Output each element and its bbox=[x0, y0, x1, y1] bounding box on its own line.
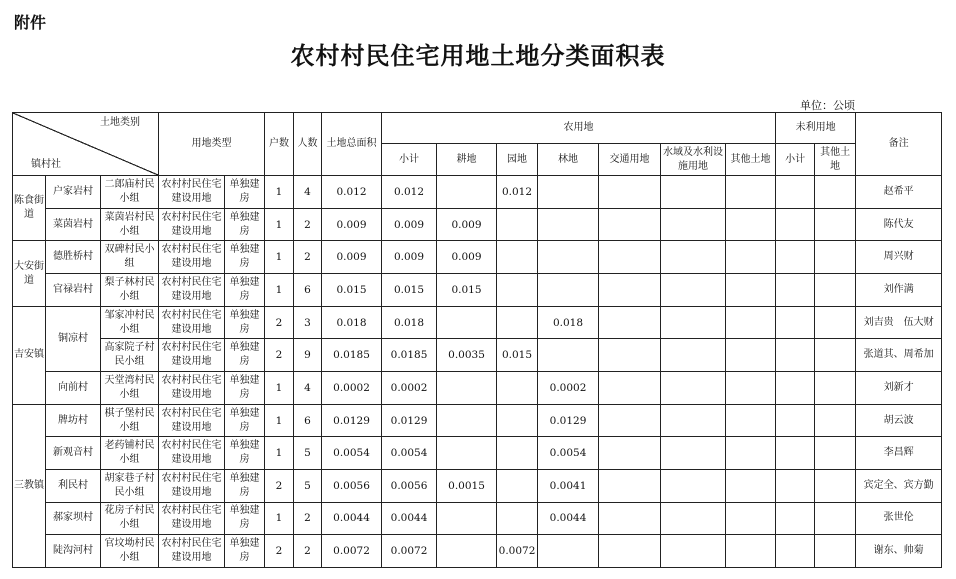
remark-cell: 刘作满 bbox=[856, 274, 942, 307]
build-mode-cell: 单独建房 bbox=[225, 502, 265, 535]
subtotal-cell: 0.012 bbox=[382, 176, 437, 209]
subtotal-cell: 0.0072 bbox=[382, 535, 437, 568]
unused-other-cell bbox=[815, 404, 856, 437]
header-households: 户数 bbox=[265, 113, 294, 176]
population-cell: 2 bbox=[294, 208, 322, 241]
header-water-facility: 水域及水利设施用地 bbox=[661, 144, 726, 176]
forest-cell: 0.0044 bbox=[538, 502, 599, 535]
remark-cell: 周兴财 bbox=[856, 241, 942, 274]
land-use-type-cell: 农村村民住宅建设用地 bbox=[159, 176, 225, 209]
garden-cell: 0.012 bbox=[497, 176, 538, 209]
forest-cell bbox=[538, 274, 599, 307]
unused-subtotal-cell bbox=[776, 208, 815, 241]
build-mode-cell: 单独建房 bbox=[225, 339, 265, 372]
land-use-type-cell: 农村村民住宅建设用地 bbox=[159, 241, 225, 274]
cultivated-cell: 0.009 bbox=[437, 241, 497, 274]
other-land-cell bbox=[726, 208, 776, 241]
village-group-cell: 天堂湾村民小组 bbox=[101, 372, 159, 405]
table-row bbox=[13, 469, 942, 502]
population-cell: 4 bbox=[294, 176, 322, 209]
population-cell: 5 bbox=[294, 469, 322, 502]
subtotal-cell: 0.0044 bbox=[382, 502, 437, 535]
land-area-table bbox=[12, 112, 942, 568]
unused-other-cell bbox=[815, 469, 856, 502]
water-facility-cell bbox=[661, 241, 726, 274]
population-cell: 2 bbox=[294, 502, 322, 535]
village-group-cell: 双碑村民小组 bbox=[101, 241, 159, 274]
remark-cell: 胡云波 bbox=[856, 404, 942, 437]
cultivated-cell bbox=[437, 176, 497, 209]
build-mode-cell: 单独建房 bbox=[225, 176, 265, 209]
table-row bbox=[13, 404, 942, 437]
build-mode-cell: 单独建房 bbox=[225, 306, 265, 339]
village-cell: 官禄岩村 bbox=[46, 274, 101, 307]
forest-cell: 0.0041 bbox=[538, 469, 599, 502]
remark-cell: 刘新才 bbox=[856, 372, 942, 405]
header-cultivated: 耕地 bbox=[437, 144, 497, 176]
total-area-cell: 0.009 bbox=[322, 208, 382, 241]
build-mode-cell: 单独建房 bbox=[225, 437, 265, 470]
village-cell: 牌坊村 bbox=[46, 404, 101, 437]
other-land-cell bbox=[726, 306, 776, 339]
total-area-cell: 0.0044 bbox=[322, 502, 382, 535]
total-area-cell: 0.015 bbox=[322, 274, 382, 307]
header-other-land: 其他土地 bbox=[726, 144, 776, 176]
unused-other-cell bbox=[815, 176, 856, 209]
water-facility-cell bbox=[661, 469, 726, 502]
subtotal-cell: 0.0056 bbox=[382, 469, 437, 502]
cultivated-cell: 0.015 bbox=[437, 274, 497, 307]
population-cell: 6 bbox=[294, 274, 322, 307]
total-area-cell: 0.018 bbox=[322, 306, 382, 339]
garden-cell bbox=[497, 502, 538, 535]
other-land-cell bbox=[726, 404, 776, 437]
total-area-cell: 0.0002 bbox=[322, 372, 382, 405]
land-use-type-cell: 农村村民住宅建设用地 bbox=[159, 339, 225, 372]
total-area-cell: 0.0054 bbox=[322, 437, 382, 470]
total-area-cell: 0.0129 bbox=[322, 404, 382, 437]
table-row bbox=[13, 241, 942, 274]
population-cell: 2 bbox=[294, 241, 322, 274]
build-mode-cell: 单独建房 bbox=[225, 372, 265, 405]
village-cell: 利民村 bbox=[46, 469, 101, 502]
garden-cell bbox=[497, 372, 538, 405]
households-cell: 1 bbox=[265, 241, 294, 274]
other-land-cell bbox=[726, 535, 776, 568]
total-area-cell: 0.0072 bbox=[322, 535, 382, 568]
table-row bbox=[13, 306, 942, 339]
page-title: 农村村民住宅用地土地分类面积表 bbox=[290, 42, 666, 70]
households-cell: 2 bbox=[265, 469, 294, 502]
unused-other-cell bbox=[815, 372, 856, 405]
town-cell: 三教镇 bbox=[13, 404, 46, 567]
header-unused-other: 其他土地 bbox=[815, 144, 856, 176]
garden-cell bbox=[497, 241, 538, 274]
other-land-cell bbox=[726, 372, 776, 405]
village-group-cell: 二郎庙村民小组 bbox=[101, 176, 159, 209]
unused-subtotal-cell bbox=[776, 176, 815, 209]
households-cell: 1 bbox=[265, 372, 294, 405]
transport-cell bbox=[599, 274, 661, 307]
transport-cell bbox=[599, 208, 661, 241]
unused-subtotal-cell bbox=[776, 306, 815, 339]
households-cell: 2 bbox=[265, 306, 294, 339]
households-cell: 1 bbox=[265, 404, 294, 437]
unused-subtotal-cell bbox=[776, 372, 815, 405]
village-group-cell: 棋子堡村民小组 bbox=[101, 404, 159, 437]
subtotal-cell: 0.015 bbox=[382, 274, 437, 307]
total-area-cell: 0.009 bbox=[322, 241, 382, 274]
total-area-cell: 0.0185 bbox=[322, 339, 382, 372]
garden-cell bbox=[497, 208, 538, 241]
village-cell: 德胜桥村 bbox=[46, 241, 101, 274]
village-group-cell: 花房子村民小组 bbox=[101, 502, 159, 535]
cultivated-cell bbox=[437, 502, 497, 535]
table-row bbox=[13, 502, 942, 535]
transport-cell bbox=[599, 502, 661, 535]
subtotal-cell: 0.0054 bbox=[382, 437, 437, 470]
remark-cell: 刘吉贵 伍大财 bbox=[856, 306, 942, 339]
water-facility-cell bbox=[661, 502, 726, 535]
population-cell: 6 bbox=[294, 404, 322, 437]
unused-subtotal-cell bbox=[776, 469, 815, 502]
households-cell: 2 bbox=[265, 535, 294, 568]
cultivated-cell: 0.0035 bbox=[437, 339, 497, 372]
village-group-cell: 高家院子村民小组 bbox=[101, 339, 159, 372]
forest-cell: 0.0002 bbox=[538, 372, 599, 405]
garden-cell: 0.015 bbox=[497, 339, 538, 372]
village-group-cell: 菜茵岩村民小组 bbox=[101, 208, 159, 241]
population-cell: 9 bbox=[294, 339, 322, 372]
subtotal-cell: 0.009 bbox=[382, 241, 437, 274]
town-cell: 大安街道 bbox=[13, 241, 46, 306]
garden-cell: 0.0072 bbox=[497, 535, 538, 568]
table-row bbox=[13, 437, 942, 470]
attachment-label: 附件 bbox=[14, 13, 47, 32]
water-facility-cell bbox=[661, 372, 726, 405]
header-transport: 交通用地 bbox=[599, 144, 661, 176]
unused-other-cell bbox=[815, 208, 856, 241]
transport-cell bbox=[599, 372, 661, 405]
header-forest: 林地 bbox=[538, 144, 599, 176]
forest-cell: 0.0129 bbox=[538, 404, 599, 437]
unused-other-cell bbox=[815, 274, 856, 307]
total-area-cell: 0.012 bbox=[322, 176, 382, 209]
subtotal-cell: 0.018 bbox=[382, 306, 437, 339]
cultivated-cell: 0.009 bbox=[437, 208, 497, 241]
unused-other-cell bbox=[815, 535, 856, 568]
table-row bbox=[13, 274, 942, 307]
table-row bbox=[13, 339, 942, 372]
build-mode-cell: 单独建房 bbox=[225, 241, 265, 274]
header-unused-subtotal: 小计 bbox=[776, 144, 815, 176]
remark-cell: 谢东、帅菊 bbox=[856, 535, 942, 568]
water-facility-cell bbox=[661, 404, 726, 437]
water-facility-cell bbox=[661, 535, 726, 568]
subtotal-cell: 0.0185 bbox=[382, 339, 437, 372]
cultivated-cell bbox=[437, 404, 497, 437]
population-cell: 2 bbox=[294, 535, 322, 568]
land-use-type-cell: 农村村民住宅建设用地 bbox=[159, 502, 225, 535]
forest-cell bbox=[538, 535, 599, 568]
water-facility-cell bbox=[661, 176, 726, 209]
cultivated-cell bbox=[437, 437, 497, 470]
subtotal-cell: 0.0002 bbox=[382, 372, 437, 405]
village-group-cell: 老药铺村民小组 bbox=[101, 437, 159, 470]
other-land-cell bbox=[726, 339, 776, 372]
header-garden: 园地 bbox=[497, 144, 538, 176]
land-use-type-cell: 农村村民住宅建设用地 bbox=[159, 469, 225, 502]
households-cell: 1 bbox=[265, 502, 294, 535]
subtotal-cell: 0.0129 bbox=[382, 404, 437, 437]
unused-other-cell bbox=[815, 306, 856, 339]
households-cell: 2 bbox=[265, 339, 294, 372]
build-mode-cell: 单独建房 bbox=[225, 535, 265, 568]
village-group-cell: 官坟坳村民小组 bbox=[101, 535, 159, 568]
households-cell: 1 bbox=[265, 437, 294, 470]
cultivated-cell: 0.0015 bbox=[437, 469, 497, 502]
water-facility-cell bbox=[661, 437, 726, 470]
other-land-cell bbox=[726, 502, 776, 535]
header-remarks: 备注 bbox=[856, 113, 942, 176]
water-facility-cell bbox=[661, 274, 726, 307]
unused-subtotal-cell bbox=[776, 502, 815, 535]
unused-subtotal-cell bbox=[776, 437, 815, 470]
header-land-category: 土地类别 bbox=[100, 117, 141, 128]
header-town-village: 镇村社 bbox=[31, 159, 61, 171]
unused-other-cell bbox=[815, 437, 856, 470]
land-use-type-cell: 农村村民住宅建设用地 bbox=[159, 306, 225, 339]
remark-cell: 张世伦 bbox=[856, 502, 942, 535]
transport-cell bbox=[599, 241, 661, 274]
population-cell: 3 bbox=[294, 306, 322, 339]
remark-cell: 李昌辉 bbox=[856, 437, 942, 470]
water-facility-cell bbox=[661, 339, 726, 372]
village-cell: 铜凉村 bbox=[46, 306, 101, 371]
garden-cell bbox=[497, 437, 538, 470]
header-subtotal: 小计 bbox=[382, 144, 437, 176]
header-unused: 未利用地 bbox=[776, 113, 856, 144]
transport-cell bbox=[599, 306, 661, 339]
transport-cell bbox=[599, 176, 661, 209]
unused-other-cell bbox=[815, 502, 856, 535]
forest-cell bbox=[538, 339, 599, 372]
build-mode-cell: 单独建房 bbox=[225, 274, 265, 307]
land-use-type-cell: 农村村民住宅建设用地 bbox=[159, 274, 225, 307]
unused-subtotal-cell bbox=[776, 339, 815, 372]
unused-subtotal-cell bbox=[776, 535, 815, 568]
forest-cell: 0.018 bbox=[538, 306, 599, 339]
transport-cell bbox=[599, 437, 661, 470]
population-cell: 5 bbox=[294, 437, 322, 470]
unused-subtotal-cell bbox=[776, 404, 815, 437]
header-land-use-type: 用地类型 bbox=[159, 113, 265, 176]
header-total-area: 土地总面积 bbox=[322, 113, 382, 176]
village-cell: 菜茵岩村 bbox=[46, 208, 101, 241]
other-land-cell bbox=[726, 469, 776, 502]
households-cell: 1 bbox=[265, 274, 294, 307]
unused-subtotal-cell bbox=[776, 241, 815, 274]
garden-cell bbox=[497, 469, 538, 502]
unused-other-cell bbox=[815, 339, 856, 372]
cultivated-cell bbox=[437, 372, 497, 405]
forest-cell bbox=[538, 176, 599, 209]
diagonal-header-cell bbox=[13, 113, 159, 176]
build-mode-cell: 单独建房 bbox=[225, 404, 265, 437]
garden-cell bbox=[497, 404, 538, 437]
remark-cell: 赵希平 bbox=[856, 176, 942, 209]
village-cell: 郝家坝村 bbox=[46, 502, 101, 535]
unused-other-cell bbox=[815, 241, 856, 274]
land-use-type-cell: 农村村民住宅建设用地 bbox=[159, 372, 225, 405]
build-mode-cell: 单独建房 bbox=[225, 208, 265, 241]
land-use-type-cell: 农村村民住宅建设用地 bbox=[159, 535, 225, 568]
village-group-cell: 胡家巷子村民小组 bbox=[101, 469, 159, 502]
unused-subtotal-cell bbox=[776, 274, 815, 307]
table-row bbox=[13, 372, 942, 405]
remark-cell: 张道其、周希加 bbox=[856, 339, 942, 372]
header-agricultural: 农用地 bbox=[382, 113, 776, 144]
cultivated-cell bbox=[437, 535, 497, 568]
town-cell: 吉安镇 bbox=[13, 306, 46, 404]
remark-cell: 宾定全、宾方勤 bbox=[856, 469, 942, 502]
land-use-type-cell: 农村村民住宅建设用地 bbox=[159, 208, 225, 241]
land-use-type-cell: 农村村民住宅建设用地 bbox=[159, 437, 225, 470]
village-cell: 向前村 bbox=[46, 372, 101, 405]
remark-cell: 陈代友 bbox=[856, 208, 942, 241]
other-land-cell bbox=[726, 274, 776, 307]
village-cell: 新观音村 bbox=[46, 437, 101, 470]
households-cell: 1 bbox=[265, 208, 294, 241]
village-cell: 陡沟河村 bbox=[46, 535, 101, 568]
garden-cell bbox=[497, 306, 538, 339]
subtotal-cell: 0.009 bbox=[382, 208, 437, 241]
total-area-cell: 0.0056 bbox=[322, 469, 382, 502]
table-row bbox=[13, 535, 942, 568]
table-row bbox=[13, 208, 942, 241]
village-group-cell: 梨子林村民小组 bbox=[101, 274, 159, 307]
cultivated-cell bbox=[437, 306, 497, 339]
town-cell: 陈食街道 bbox=[13, 176, 46, 241]
table-row bbox=[13, 176, 942, 209]
transport-cell bbox=[599, 535, 661, 568]
other-land-cell bbox=[726, 176, 776, 209]
forest-cell: 0.0054 bbox=[538, 437, 599, 470]
village-cell: 户家岩村 bbox=[46, 176, 101, 209]
population-cell: 4 bbox=[294, 372, 322, 405]
header-population: 人数 bbox=[294, 113, 322, 176]
garden-cell bbox=[497, 274, 538, 307]
land-use-type-cell: 农村村民住宅建设用地 bbox=[159, 404, 225, 437]
transport-cell bbox=[599, 469, 661, 502]
unit-label: 单位：公顷 bbox=[800, 99, 855, 112]
transport-cell bbox=[599, 404, 661, 437]
water-facility-cell bbox=[661, 208, 726, 241]
forest-cell bbox=[538, 241, 599, 274]
transport-cell bbox=[599, 339, 661, 372]
village-group-cell: 邹家冲村民小组 bbox=[101, 306, 159, 339]
other-land-cell bbox=[726, 437, 776, 470]
households-cell: 1 bbox=[265, 176, 294, 209]
other-land-cell bbox=[726, 241, 776, 274]
water-facility-cell bbox=[661, 306, 726, 339]
build-mode-cell: 单独建房 bbox=[225, 469, 265, 502]
header-row-1 bbox=[13, 113, 942, 144]
forest-cell bbox=[538, 208, 599, 241]
